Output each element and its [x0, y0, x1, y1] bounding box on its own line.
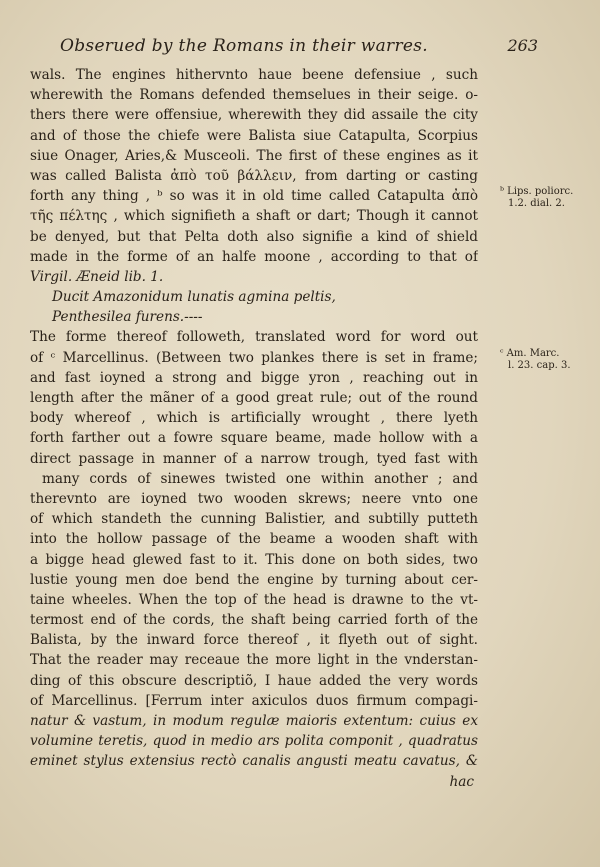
text-line: wherewith the Romans defended themselues in their seige. o-	[30, 87, 478, 104]
text-line: The forme thereof followeth, translated word for word out	[30, 329, 478, 346]
text-line: eminet stylus extensius rectò canalis angusti meatu cavatus, &	[30, 753, 478, 770]
text-line: lustie young men doe bend the engine by turning about cer-	[30, 571, 478, 588]
text-line: was called Balista ἀπὸ τοῦ βάλλειν, from darting or casting	[30, 167, 478, 184]
text-line: Balista, by the inward force thereof , it flyeth out of sight.	[30, 632, 478, 649]
running-head	[60, 36, 540, 62]
page-number: 263	[507, 36, 538, 55]
text-line: forth any thing , ᵇ so was it in old time called Catapulta ἀπὸ	[30, 188, 478, 205]
text-line: body whereof , which is artificially wrought , there lyeth	[30, 410, 478, 427]
verse-line: Penthesilea furens.----	[52, 309, 203, 326]
text-line: taine wheeles. When the top of the head is drawne to the vt-	[30, 591, 478, 608]
margin-note	[500, 186, 573, 210]
running-title: Obserued by the Romans in their warres.	[60, 36, 428, 56]
text-line: length after the mãner of a good great rule; out of the round	[30, 390, 478, 406]
text-line: ding of this obscure descriptiõ, I haue added the very words	[30, 672, 478, 689]
text-line: volumine teretis, quod in medio ars polita componit , quadratus	[30, 733, 478, 750]
body-text	[30, 65, 478, 792]
text-line: Virgil. Æneid lib. 1.	[30, 268, 164, 285]
text-line: wals. The engines hithervnto haue beene defensiue , such	[30, 67, 478, 83]
margin-note-sub: 1.2. dial. 2.	[508, 198, 565, 209]
text-line: direct passage in manner of a narrow trough, tyed fast with	[30, 450, 478, 467]
text-line: therevnto are ioyned two wooden skrews; neere vnto one	[30, 490, 478, 507]
text-line: be denyed, but that Pelta doth also signifie a kind of shield	[30, 228, 478, 245]
margin-note-text: ᵇ Lips. poliorc.	[500, 186, 574, 197]
text-line: and of those the chiefe were Balista siue Catapulta, Scorpius	[30, 127, 478, 144]
text-line: and fast ioyned a strong and bigge yron , reaching out in	[30, 369, 478, 386]
margin-note-sub: l. 23. cap. 3.	[508, 360, 571, 371]
margin-note-text: ᶜ Am. Marc.	[500, 348, 560, 359]
verse-line: Ducit Amazonidum lunatis agmina peltis,	[52, 289, 336, 306]
margin-notes	[480, 0, 590, 867]
text-line: of ᶜ Marcellinus. (Between two plankes there is set in frame;	[30, 349, 478, 366]
text-line: τῆς πέλτης , which signifieth a shaft or dart; Though it cannot	[30, 208, 478, 225]
text-line: forth farther out a fowre square beame, made hollow with a	[30, 430, 478, 447]
text-line: into the hollow passage of the beame a wooden shaft with	[30, 531, 478, 548]
text-line: a bigge head glewed fast to it. This done on both sides, two	[30, 551, 478, 568]
text-line: natur & vastum, in modum regulæ maioris extentum: cuius ex	[30, 713, 478, 729]
text-line: That the reader may receaue the more light in the vnderstan-	[30, 652, 478, 669]
text-line: termost end of the cords, the shaft being carried forth of the	[30, 612, 478, 629]
margin-note	[500, 348, 571, 372]
text-line: made in the forme of an halfe moone , according to that of	[30, 248, 478, 265]
text-line: thers there were offensiue, wherewith they did assaile the city	[30, 107, 478, 124]
text-line: many cords of sinewes twisted one within another ; and	[42, 470, 478, 487]
text-line: of Marcellinus. [Ferrum inter axiculos duos firmum compagi-	[30, 692, 478, 709]
text-line: of which standeth the cunning Balistier, and subtilly putteth	[30, 511, 478, 528]
catchword: hac	[449, 773, 474, 790]
text-line: siue Onager, Aries,& Musceoli. The first of these engines as it	[30, 147, 478, 164]
